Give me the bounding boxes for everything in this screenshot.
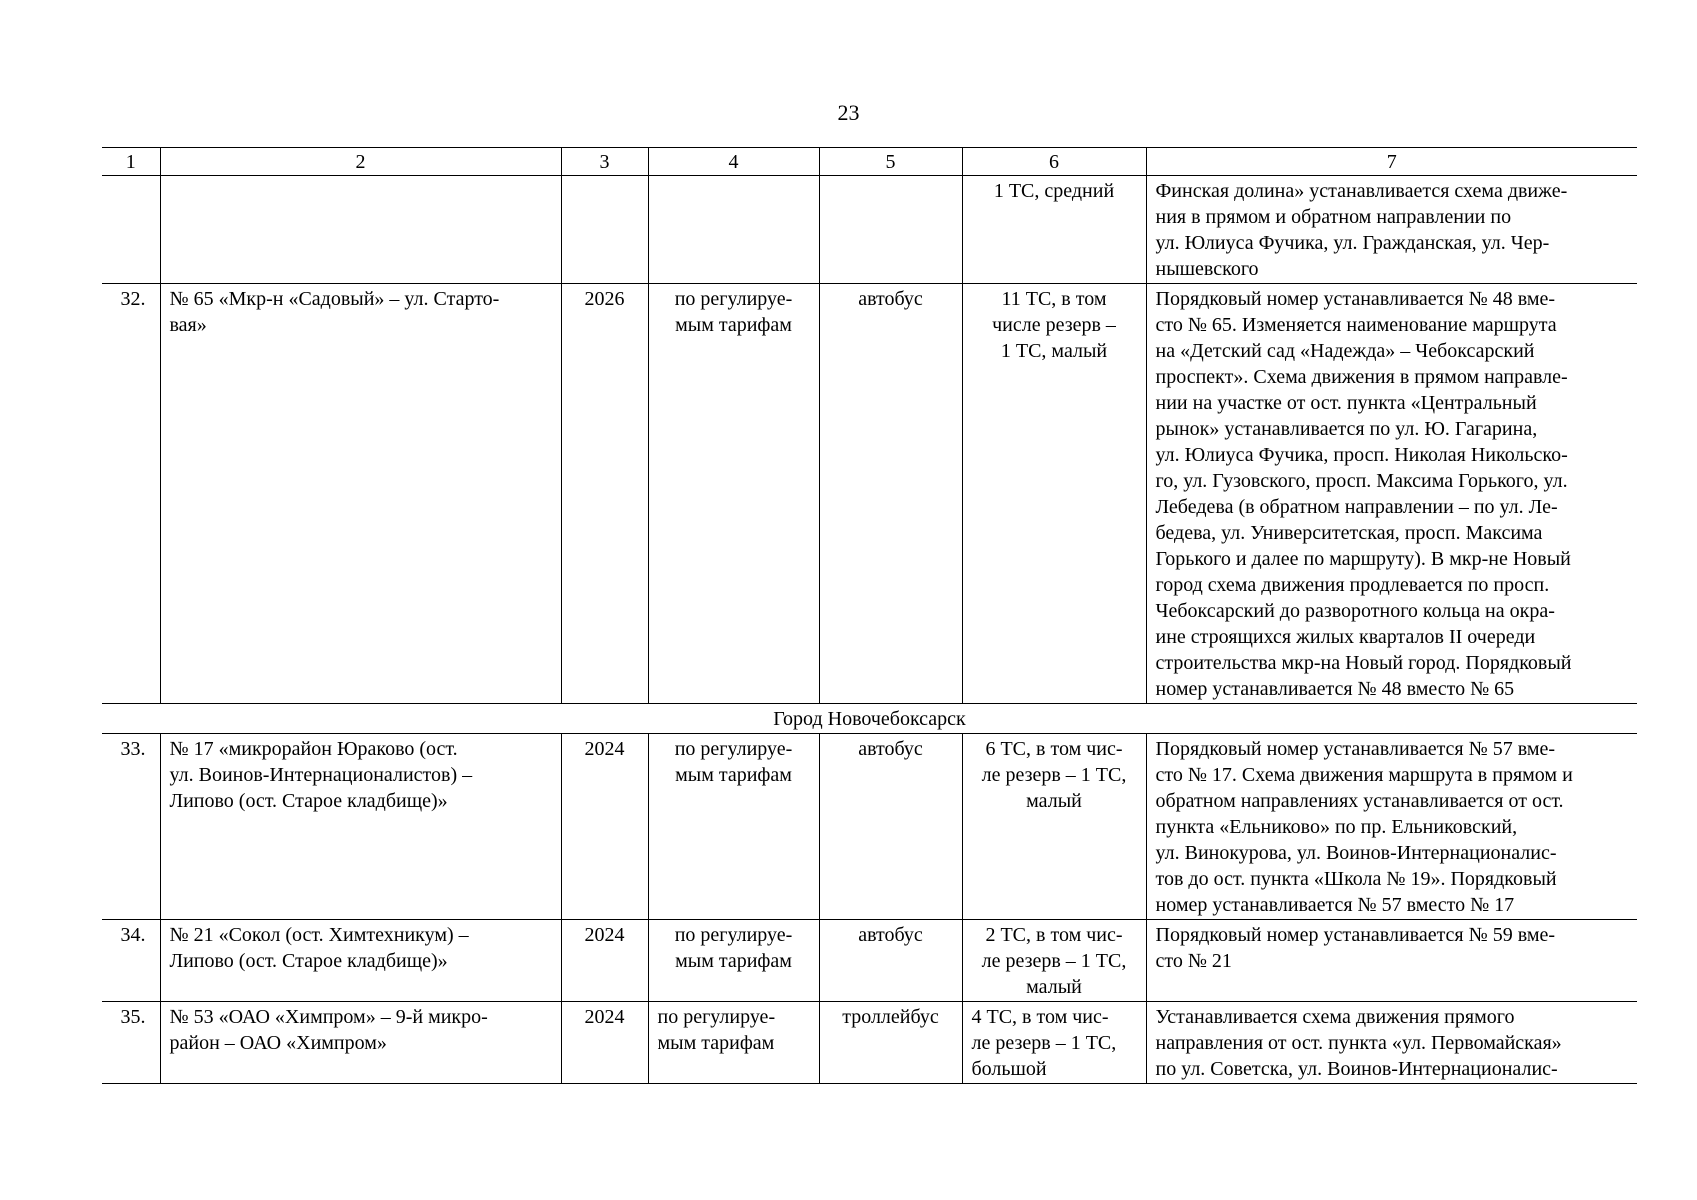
table-header-row — [102, 148, 1637, 176]
tariff-cell: по регулируе- мым тарифам — [648, 1002, 819, 1084]
changes-cell: Порядковый номер устанавливается № 57 вме- сто № 17. Схема движения маршрута в прямом и обратном направлениях устанавливается от ост. пункта «Ельниково» по пр. Ельниковский, ул. Винокурова, ул. Воинов-Интернационалис- тов до ост. пункта «Школа № 19». Порядковый номер устанавливается № 57 вместо № 17 — [1146, 734, 1637, 920]
route-name-cell — [160, 176, 561, 284]
column-header: 6 — [962, 148, 1146, 176]
column-header: 2 — [160, 148, 561, 176]
table-row — [102, 284, 1637, 704]
vehicle-count-cell: 4 ТС, в том чис- ле резерв – 1 ТС, большой — [962, 1002, 1146, 1084]
table-row — [102, 176, 1637, 284]
vehicle-type-cell: автобус — [819, 734, 962, 920]
section-title: Город Новочебоксарск — [102, 704, 1637, 734]
vehicle-type-cell: автобус — [819, 920, 962, 1002]
year-cell: 2026 — [561, 284, 648, 704]
route-name-cell: № 17 «микрорайон Юраково (ост. ул. Воинов-Интернационалистов) – Липово (ост. Старое кладбище)» — [160, 734, 561, 920]
tariff-cell: по регулируе- мым тарифам — [648, 920, 819, 1002]
tariff-cell: по регулируе- мым тарифам — [648, 734, 819, 920]
column-header: 5 — [819, 148, 962, 176]
vehicle-type-cell — [819, 176, 962, 284]
table-row — [102, 734, 1637, 920]
tariff-cell — [648, 176, 819, 284]
vehicle-type-cell: автобус — [819, 284, 962, 704]
tariff-cell: по регулируе- мым тарифам — [648, 284, 819, 704]
route-number-cell: 35. — [102, 1002, 160, 1084]
vehicle-type-cell: троллейбус — [819, 1002, 962, 1084]
vehicle-count-cell: 6 ТС, в том чис- ле резерв – 1 ТС, малый — [962, 734, 1146, 920]
column-header: 3 — [561, 148, 648, 176]
changes-cell: Финская долина» устанавливается схема движе- ния в прямом и обратном направлении по ул. Юлиуса Фучика, ул. Гражданская, ул. Чер- нышевского — [1146, 176, 1637, 284]
section-row — [102, 704, 1637, 734]
route-number-cell: 32. — [102, 284, 160, 704]
route-name-cell: № 21 «Сокол (ост. Химтехникум) – Липово (ост. Старое кладбище)» — [160, 920, 561, 1002]
year-cell: 2024 — [561, 1002, 648, 1084]
year-cell: 2024 — [561, 920, 648, 1002]
route-name-cell: № 53 «ОАО «Химпром» – 9-й микро- район – ОАО «Химпром» — [160, 1002, 561, 1084]
page-number: 23 — [837, 100, 860, 125]
routes-table — [102, 147, 1637, 1084]
vehicle-count-cell: 11 ТС, в том числе резерв – 1 ТС, малый — [962, 284, 1146, 704]
route-name-cell: № 65 «Мкр-н «Садовый» – ул. Старто- вая» — [160, 284, 561, 704]
year-cell — [561, 176, 648, 284]
route-number-cell — [102, 176, 160, 284]
route-number-cell: 33. — [102, 734, 160, 920]
vehicle-count-cell: 2 ТС, в том чис- ле резерв – 1 ТС, малый — [962, 920, 1146, 1002]
changes-cell: Порядковый номер устанавливается № 59 вме- сто № 21 — [1146, 920, 1637, 1002]
table-row — [102, 920, 1637, 1002]
year-cell: 2024 — [561, 734, 648, 920]
vehicle-count-cell: 1 ТС, средний — [962, 176, 1146, 284]
column-header: 7 — [1146, 148, 1637, 176]
table-row — [102, 1002, 1637, 1084]
route-number-cell: 34. — [102, 920, 160, 1002]
changes-cell: Порядковый номер устанавливается № 48 вме- сто № 65. Изменяется наименование маршрута на «Детский сад «Надежда» – Чебоксарский проспект». Схема движения в прямом направле- нии на участке от ост. пункта «Центральный рынок» устанавливается по ул. Ю. Гагарина, ул. Юлиуса Фучика, просп. Николая Никольско- го, ул. Гузовского, просп. Максима Горького, ул. Лебедева (в обратном направлении – по ул. Ле- бедева, ул. Университетская, просп. Максима Горького и далее по маршруту). В мкр-не Новый город схема движения продлевается по просп. Чебоксарский до разворотного кольца на окра- ине строящихся жилых кварталов II очереди строительства мкр-на Новый город. Порядковый номер устанавливается № 48 вместо № 65 — [1146, 284, 1637, 704]
changes-cell: Устанавливается схема движения прямого направления от ост. пункта «ул. Первомайская» по ул. Советска, ул. Воинов-Интернационалис- — [1146, 1002, 1637, 1084]
column-header: 4 — [648, 148, 819, 176]
column-header: 1 — [102, 148, 160, 176]
